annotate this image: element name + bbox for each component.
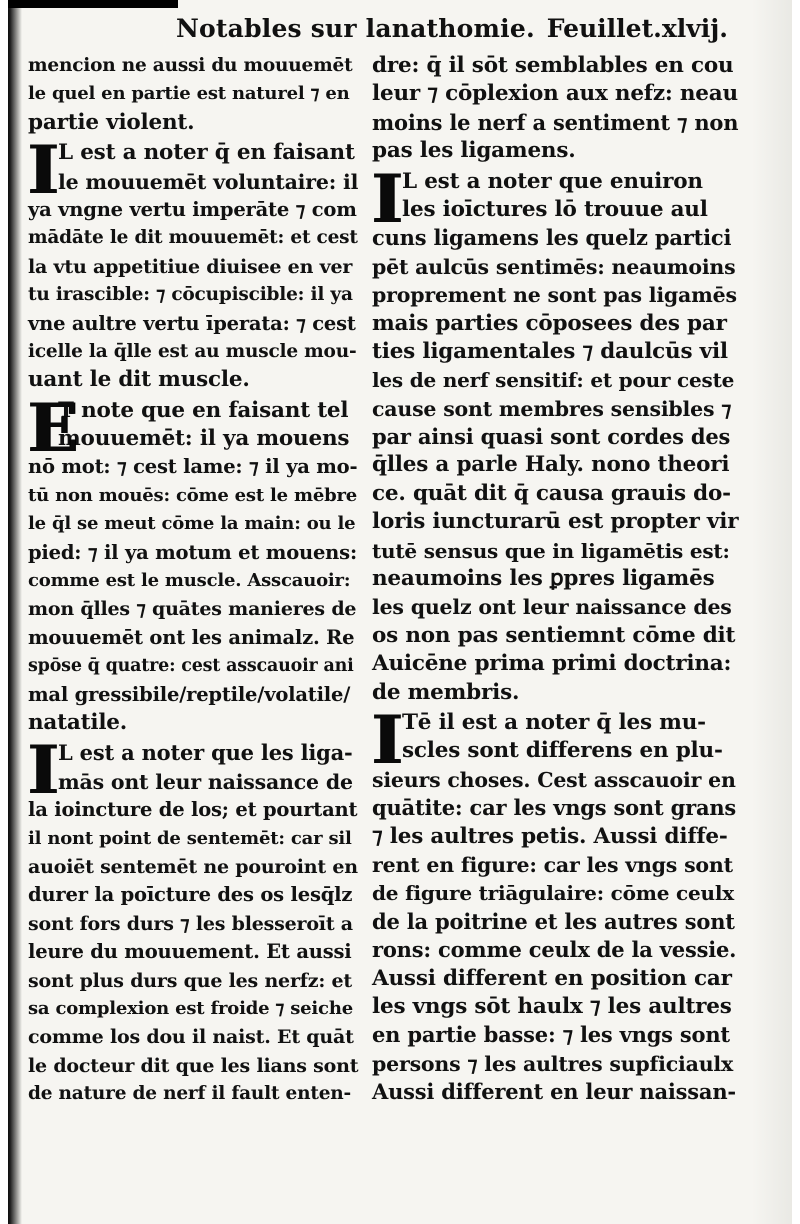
text-line: mādāte le dit mouuemēt: et cest	[28, 227, 358, 249]
drop-cap: I	[28, 731, 59, 810]
folio-number: Feuillet.xlvij.	[546, 14, 728, 43]
text-line: comme est le muscle. Asscauoir:	[28, 570, 351, 592]
text-line: L est a noter q̄ en faisant	[58, 140, 355, 166]
text-line: mais parties cōposees des par	[372, 310, 727, 336]
scan-border	[8, 0, 178, 8]
text-line: les vngs sōt haulx ⁊ les aultres	[372, 993, 732, 1019]
paragraph	[372, 159, 739, 707]
text-line: mencion ne aussi du mouuemēt	[28, 55, 353, 76]
text-line: ties ligamentales ⁊ daulcūs vil	[372, 338, 728, 364]
text-line: persons ⁊ les aultres supficiaulx	[372, 1051, 734, 1076]
page-header	[176, 14, 728, 54]
text-line: auoiēt sentemēt ne pouroint en	[28, 855, 358, 878]
text-line: cuns ligamens les quelz partici	[372, 225, 732, 251]
text-line: ya vngne vertu imperāte ⁊ com	[28, 197, 357, 221]
text-line: les quelz ont leur naissance des	[372, 595, 732, 620]
text-line: loris iuncturarū est propter vir	[372, 509, 739, 535]
text-line: ⁊ les aultres petis. Aussi diffe-	[372, 823, 728, 849]
text-line: sieurs choses. Cest asscauoir en	[372, 767, 736, 792]
text-line: sa complexion est froide ⁊ seiche	[28, 997, 353, 1019]
page-edge	[752, 0, 792, 1224]
text-line: dre: q̄ il sōt semblables en cou	[372, 53, 734, 78]
page-gutter-shadow	[8, 0, 22, 1224]
running-head: Notables sur lanathomie.	[176, 14, 535, 43]
text-line: le quel en partie est naturel ⁊ en	[28, 83, 350, 105]
text-line: de figure triāgulaire: cōme ceulx	[372, 881, 734, 906]
drop-cap: E	[28, 388, 79, 467]
text-line: comme los dou il naist. Et quāt	[28, 1026, 354, 1049]
text-line: ce. quāt dit q̄ causa grauis do-	[372, 480, 731, 506]
text-line: spōse q̄ quatre: cest asscauoir ani	[28, 656, 354, 677]
text-line: quātite: car les vngs sont grans	[372, 795, 737, 821]
text-line: sont fors durs ⁊ les blesseroīt a	[28, 912, 353, 935]
text-line: par ainsi quasi sont cordes des	[372, 424, 731, 450]
paragraph	[372, 700, 737, 1106]
text-line: proprement ne sont pas ligamēs	[372, 283, 737, 308]
text-line: T note que en faisant tel	[58, 397, 349, 423]
left-column	[28, 52, 359, 1108]
text-line: L est a noter que enuiron	[402, 168, 703, 194]
text-line: neaumoins les ꝑpres ligamēs	[372, 566, 715, 592]
text-line: partie violent.	[28, 109, 195, 135]
text-line: tu irascible: ⁊ cōcupiscible: il ya	[28, 284, 353, 306]
text-line: cause sont membres sensibles ⁊	[372, 396, 732, 421]
paragraph	[372, 52, 739, 166]
text-line: leure du mouuement. Et aussi	[28, 940, 352, 964]
text-line: mouuemēt ont les animalz. Re	[28, 625, 355, 649]
text-line: mās ont leur naissance de	[58, 769, 353, 794]
text-line: de la poitrine et les autres sont	[372, 908, 735, 934]
drop-cap: I	[372, 700, 403, 779]
text-line: leur ⁊ cōplexion aux nefz: neau	[372, 81, 738, 107]
text-line: en partie basse: ⁊ les vngs sont	[372, 1022, 730, 1048]
text-line: sont plus durs que les nerfz: et	[28, 969, 353, 992]
text-line: le docteur dit que les lians sont	[28, 1054, 359, 1077]
text-line: pied: ⁊ il ya motum et mouens:	[28, 540, 357, 564]
text-line: os non pas sentiemnt cōme dit	[372, 622, 736, 648]
text-line: L est a noter que les liga-	[58, 740, 353, 766]
text-line: moins le nerf a sentiment ⁊ non	[372, 109, 739, 135]
text-line: Auicēne prima primi doctrina:	[372, 651, 732, 677]
text-line: mon q̄lles ⁊ quātes manieres de	[28, 598, 357, 621]
paragraph	[28, 52, 356, 137]
book-page	[8, 0, 792, 1224]
text-line: le q̄l se meut cōme la main: ou le	[28, 513, 356, 535]
text-line: rent en figure: car les vngs sont	[372, 852, 733, 877]
paragraph	[28, 731, 359, 1108]
text-line: les ioīctures lō trouue aul	[402, 196, 708, 222]
text-line: vne aultre vertu īperata: ⁊ cest	[28, 311, 356, 335]
right-column	[372, 52, 739, 1106]
text-line: Tē il est a noter q̄ les mu-	[402, 709, 706, 735]
text-line: Aussi different en position car	[372, 965, 732, 991]
text-line: scles sont differens en plu-	[402, 738, 723, 764]
text-line: de membris.	[372, 679, 520, 705]
text-line: la ioincture de los; et pourtant	[28, 798, 358, 822]
text-line: pas les ligamens.	[372, 138, 576, 164]
text-line: il nont point de sentemēt: car sil	[28, 827, 352, 849]
paragraph	[28, 131, 359, 395]
text-line: mouuemēt: il ya mouens	[58, 426, 350, 452]
text-line: durer la poīcture des os lesq̄lz	[28, 883, 353, 907]
text-line: le mouuemēt voluntaire: il	[58, 169, 359, 194]
text-line: les de nerf sensitif: et pour ceste	[372, 368, 735, 393]
text-line: natatile.	[28, 709, 128, 735]
drop-cap: I	[372, 159, 403, 238]
text-line: mal gressibile/reptile/volatile/	[28, 682, 351, 706]
text-line: tū non mouēs: cōme est le mēbre	[28, 484, 358, 506]
drop-cap: I	[28, 131, 59, 210]
text-line: de nature de nerf il fault enten-	[28, 1083, 352, 1105]
text-line: tutē sensus que in ligamētis est:	[372, 538, 730, 563]
text-line: la vtu appetitiue diuisee en ver	[28, 255, 353, 278]
paragraph	[28, 388, 358, 738]
text-line: uant le dit muscle.	[28, 367, 250, 393]
text-line: Aussi different en leur naissan-	[372, 1079, 736, 1105]
text-line: icelle la q̄lle est au muscle mou-	[28, 340, 357, 362]
text-line: pēt aulcūs sentimēs: neaumoins	[372, 254, 736, 279]
text-line: q̄lles a parle Haly. nono theori	[372, 452, 730, 478]
text-line: nō mot: ⁊ cest lame: ⁊ il ya mo-	[28, 455, 358, 479]
text-line: rons: comme ceulx de la vessie.	[372, 937, 737, 963]
